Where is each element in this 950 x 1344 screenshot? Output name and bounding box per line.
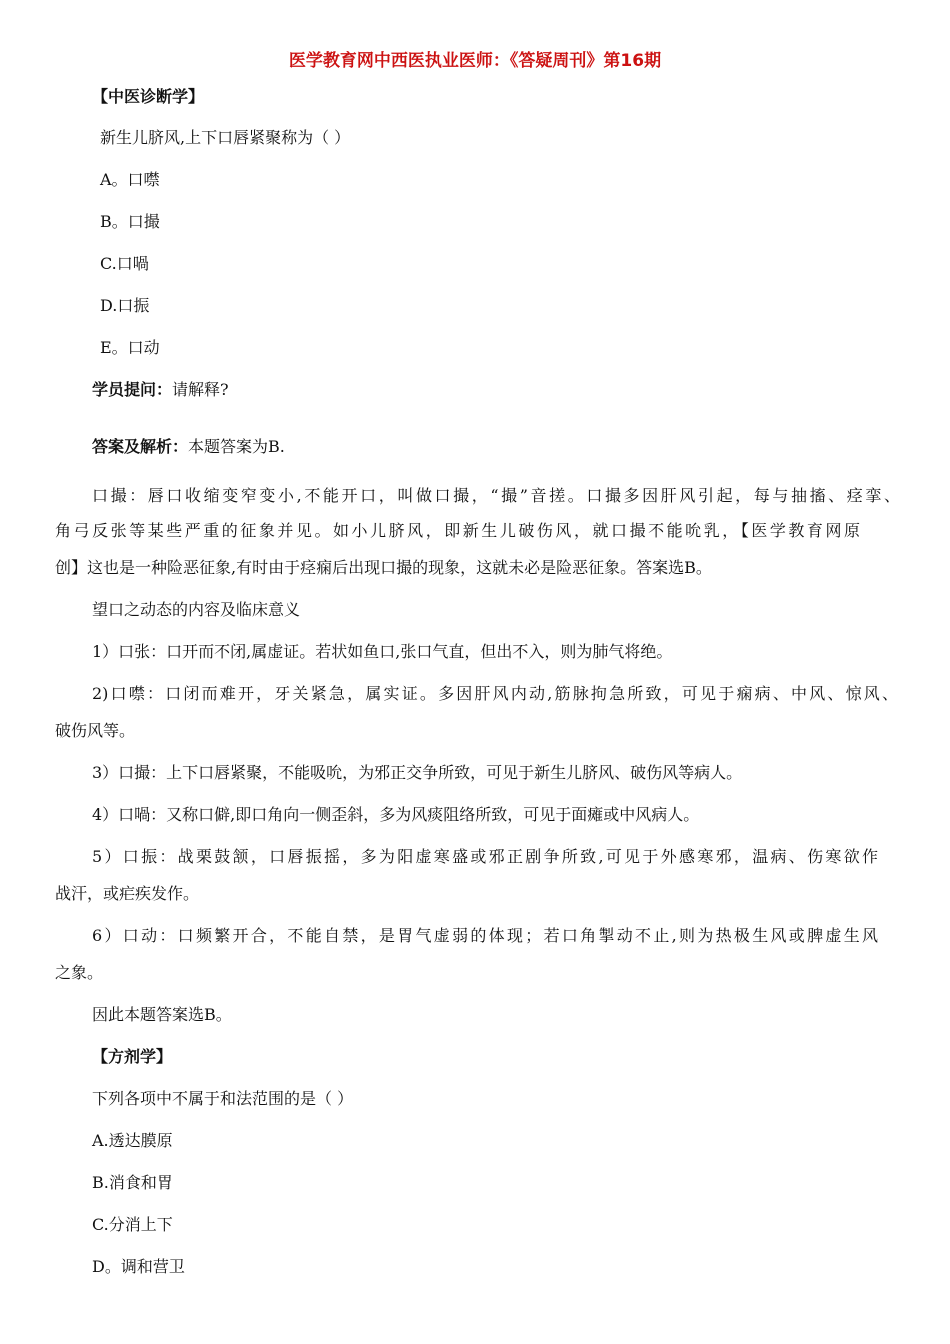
document-title: 医学教育网中西医执业医师：《答疑周刊》第16期 bbox=[288, 51, 662, 71]
dynamic-heading: 望口之动态的内容及临床意义 bbox=[92, 600, 301, 619]
option-2-a: A.透达膜原 bbox=[92, 1131, 173, 1150]
item-2-line-1: 2)口噤：口闭而难开，牙关紧急，属实证。多因肝风内动,筋脉拘急所致，可见于痫病、中风、惊风、 bbox=[92, 684, 898, 703]
item-3: 3）口撮：上下口唇紧聚，不能吸吮，为邪正交争所致，可见于新生儿脐风、破伤风等病人。 bbox=[92, 763, 743, 782]
option-b: B。口撮 bbox=[100, 212, 160, 231]
option-2-b: B.消食和胃 bbox=[92, 1173, 173, 1192]
item-6-line-2: 之象。 bbox=[55, 963, 104, 982]
option-2-d: D。调和营卫 bbox=[92, 1257, 185, 1276]
option-d: D.口振 bbox=[100, 296, 150, 315]
option-c: C.口喎 bbox=[100, 254, 149, 273]
option-2-c: C.分消上下 bbox=[92, 1215, 173, 1234]
item-1: 1）口张：口开而不闭,属虚证。若状如鱼口,张口气直，但出不入，则为肺气将绝。 bbox=[92, 642, 673, 661]
item-5-line-1: 5）口振：战栗鼓颔，口唇振摇，多为阳虚寒盛或邪正剧争所致,可见于外感寒邪，温病、伤寒欲作 bbox=[92, 847, 878, 866]
section-heading-diagnostics: 【中医诊断学】 bbox=[92, 87, 205, 106]
item-6-line-1: 6）口动：口频繁开合，不能自禁，是胃气虚弱的体现；若口角掣动不止,则为热极生风或脾虚生风 bbox=[92, 926, 878, 945]
answer-label: 答案及解析： bbox=[92, 437, 189, 456]
item-4: 4）口喎：又称口僻,即口角向一侧歪斜，多为风痰阻络所致，可见于面瘫或中风病人。 bbox=[92, 805, 700, 824]
item-2-line-2: 破伤风等。 bbox=[55, 721, 136, 740]
student-question-label: 学员提问： bbox=[92, 380, 173, 399]
option-e: E。口动 bbox=[100, 338, 160, 357]
item-5-line-2: 战汗，或疟疾发作。 bbox=[55, 884, 200, 903]
question-text-2: 下列各项中不属于和法范围的是（ ） bbox=[92, 1089, 354, 1108]
option-a: A。口噤 bbox=[100, 170, 160, 189]
explanation-line-3: 创】这也是一种险恶征象,有时由于痉痫后出现口撮的现象，这就未必是险恶征象。答案选B。 bbox=[55, 558, 712, 577]
explanation-line-1: 口撮：唇口收缩变窄变小,不能开口，叫做口撮，“撮”音搓。口撮多因肝风引起，每与抽搐、痉挛、 bbox=[92, 486, 900, 505]
answer-text: 本题答案为B. bbox=[188, 437, 285, 456]
explanation-line-2: 角弓反张等某些严重的征象并见。如小儿脐风，即新生儿破伤风，就口撮不能吮乳，【医学教育网原 bbox=[55, 521, 860, 540]
student-question-text: 请解释? bbox=[172, 380, 229, 399]
question-text: 新生儿脐风,上下口唇紧聚称为（ ） bbox=[100, 128, 351, 147]
section-heading-formulas: 【方剂学】 bbox=[92, 1047, 173, 1066]
conclusion: 因此本题答案选B。 bbox=[92, 1005, 232, 1024]
student-question bbox=[92, 379, 229, 401]
answer-line bbox=[92, 436, 285, 458]
